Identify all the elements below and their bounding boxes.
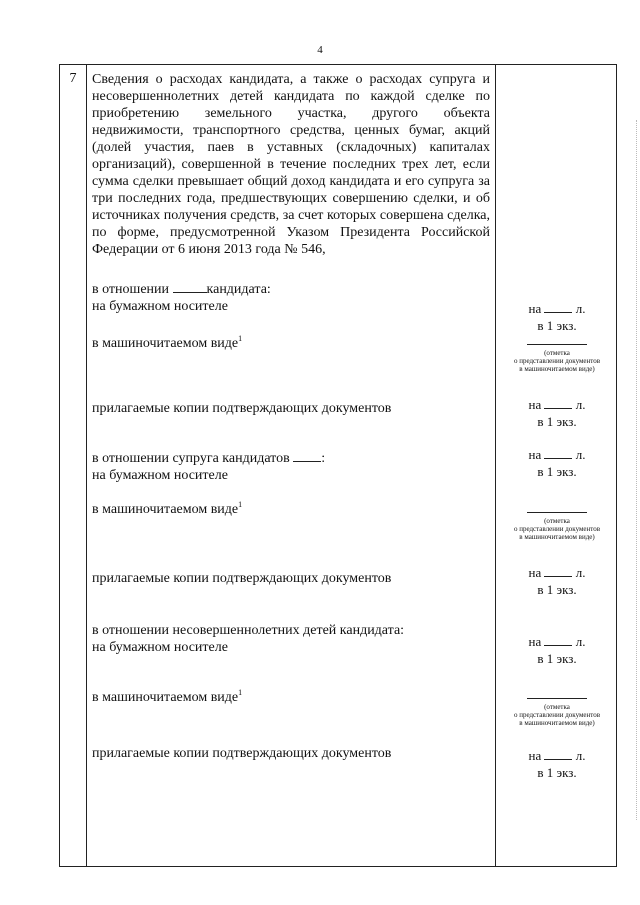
page-count-blank[interactable]: [544, 566, 572, 577]
footnote-mark: 1: [238, 334, 243, 343]
children-paper-label: на бумажном носителе: [92, 640, 228, 655]
children-attached-label: прилагаемые копии подтверждающих документов: [92, 746, 392, 761]
form-table: [59, 64, 617, 867]
footnote-mark: 1: [238, 500, 243, 509]
page-count-blank[interactable]: [544, 398, 572, 409]
spouse-heading: в отношении супруга кандидатов :: [92, 451, 326, 466]
footnote-mark: 1: [238, 688, 243, 697]
spouse-blank[interactable]: [293, 451, 321, 462]
candidate-heading: [92, 281, 271, 298]
children-machine-marker: (отметка о представлении документов в машиночитаемом виде): [496, 698, 618, 727]
spouse-paper-pages: на л. в 1 экз.: [528, 447, 586, 479]
signature-line[interactable]: [527, 512, 587, 513]
candidate-attached-pages: на л. в 1 экз.: [528, 397, 586, 429]
spouse-machine-label: в машиночитаемом виде$^1$: [92, 500, 243, 517]
candidate-label: кандидата:: [206, 282, 271, 297]
page-number: 4: [317, 44, 323, 56]
children-attached-pages: на л. в 1 экз.: [528, 748, 586, 780]
regarding-label: в отношении: [92, 282, 170, 297]
spouse-attached-label: прилагаемые копии подтверждающих документов: [92, 571, 392, 586]
candidate-machine-label: в машиночитаемом виде$^1$: [92, 334, 243, 351]
children-heading: в отношении несовершеннолетних детей кандидата:: [92, 623, 405, 638]
children-machine-label: в машиночитаемом виде$^1$: [92, 688, 243, 705]
candidate-blank[interactable]: [173, 282, 207, 293]
candidate-paper-pages: на л. в 1 экз.: [528, 301, 586, 333]
signature-line[interactable]: [527, 698, 587, 699]
spouse-paper-label: на бумажном носителе: [92, 468, 228, 483]
signature-line[interactable]: [527, 344, 587, 345]
column-divider: [86, 65, 87, 866]
spouse-attached-pages: на л. в 1 экз.: [528, 565, 586, 597]
page-count-blank[interactable]: [544, 749, 572, 760]
candidate-attached-label: прилагаемые копии подтверждающих документов: [92, 401, 392, 416]
page-count-blank[interactable]: [544, 302, 572, 313]
scan-edge: [636, 120, 638, 820]
candidate-machine-marker: (отметка о представлении документов в машиночитаемом виде): [496, 344, 618, 373]
page-count-blank[interactable]: [544, 448, 572, 459]
children-paper-pages: на л. в 1 экз.: [528, 634, 586, 666]
candidate-paper-label: на бумажном носителе: [92, 299, 228, 314]
row-number: 7: [69, 71, 77, 86]
page-count-blank[interactable]: [544, 635, 572, 646]
spouse-machine-marker: (отметка о представлении документов в машиночитаемом виде): [496, 512, 618, 541]
row-description: Сведения о расходах кандидата, а также о расходах супруга и несовершеннолетних детей кандидата по каждой сделке по приобретению земельного участка, другого объекта недвижимости, транспортного средства, ценных бумаг, акций (долей участия, паев в уставных (складочных) капиталах организаций), совершенной в течение последних трех лет, если сумма сделки превышает общий доход кандидата и его супруга за три последних года, предшествующих совершению сделки, и об источниках получения средств, за счет которых совершена сделка, по форме, предусмотренной Указом Президента Российской Федерации от 6 июня 2013 года № 546,: [92, 72, 490, 257]
